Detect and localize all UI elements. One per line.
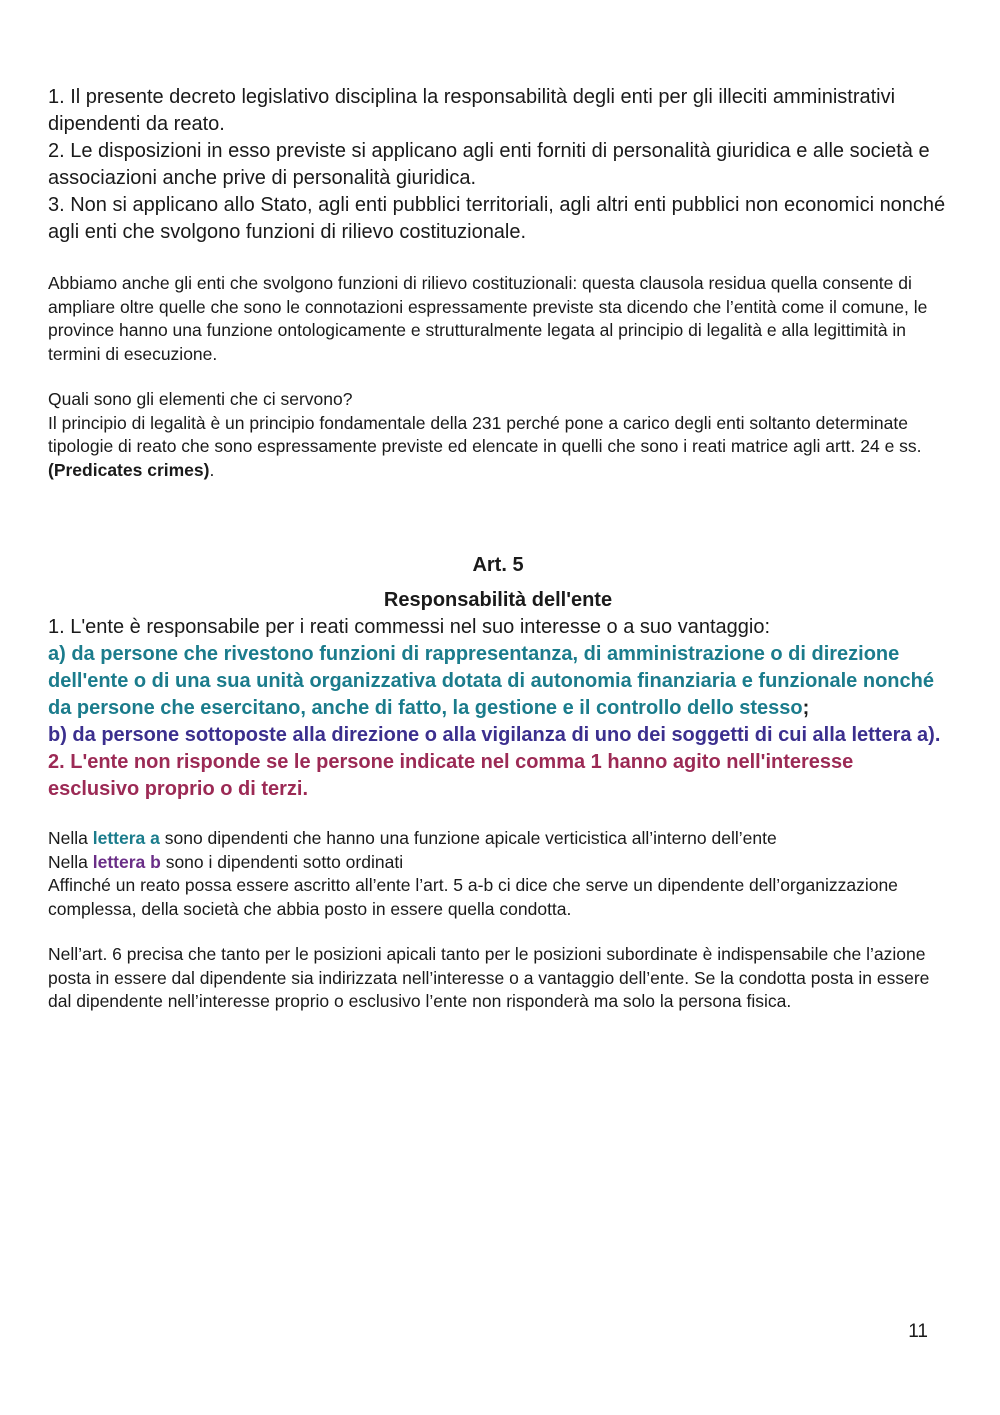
intro-article-text — [48, 84, 948, 246]
legality-principle-text: Il principio di legalità è un principio fondamentale della 231 perché pone a carico degli enti soltanto determinate tipologie di reato che sono espressamente previste ed elencate in quelli che sono i reati matrice agli artt. 24 e ss. — [48, 412, 922, 456]
commentary-paragraph: Abbiamo anche gli enti che svolgono funzioni di rilievo costituzionali: questa clausola residua quella consente di ampliare oltre quelle che sono le connotazioni espressamente previste sta dicendo che l’entità come il comune, le province hanno una funzione ontologicamente e strutturalmente legata al principio di legalità e alla legittimità in termini di esecuzione. — [48, 273, 928, 364]
article-letter-a — [48, 641, 948, 722]
note-art-6: Nell’art. 6 precisa che tanto per le posizioni apicali tanto per le posizioni subordinate è indispensabile che l’azione posta in essere dal dipendente sia indirizzata nell’interesse o a vantaggio dell’ente. Se la condotta posta in essere dal dipendente nell’interesse proprio o esclusivo l’ente non risponderà ma solo la persona fisica. — [48, 944, 930, 1011]
article-title: Responsabilità dell'ente — [383, 589, 613, 611]
note-letter-a — [48, 827, 948, 851]
document-page — [48, 84, 948, 1014]
predicates-crimes-term: (Predicates crimes) — [48, 459, 210, 480]
letter-a-text: a) da persone che rivestono funzioni di rappresentanza, di amministrazione o di direzione dell'ente o di una sua unità organizzativa dotata di autonomia finanziaria e funzionale nonché da persone che esercitano, anche di fatto, la gestione e il controllo dello stesso — [48, 643, 934, 719]
note-letter-b-post: sono i dipendenti sotto ordinati — [160, 851, 404, 872]
intro-item-1: 1. Il presente decreto legislativo disciplina la responsabilità degli enti per gli illeciti amministrativi dipendenti da reato. — [48, 86, 896, 135]
page-number: 11 — [908, 1321, 928, 1342]
note-letter-b-highlight: lettera b — [92, 851, 161, 872]
commentary-question: Quali sono gli elementi che ci servono? — [48, 389, 353, 409]
intro-item-3: 3. Non si applicano allo Stato, agli enti pubblici territoriali, agli altri enti pubblici non economici nonché agli enti che svolgono funzioni di rilievo costituzionale. — [48, 194, 946, 243]
article-number: Art. 5 — [472, 554, 524, 576]
note-letter-a-highlight: lettera a — [92, 828, 160, 848]
article-letter-b: b) da persone sottoposte alla direzione o alla vigilanza di uno dei soggetti di cui alla lettera a). — [48, 724, 941, 746]
note-letter-b-pre: Nella — [48, 851, 93, 872]
note-ascription: Affinché un reato possa essere ascritto all’ente l’art. 5 a-b ci dice che serve un dipendente dell’organizzazione complessa, della società che abbia posto in essere quella condotta. — [48, 875, 898, 919]
letter-a-end: ; — [802, 697, 810, 719]
legality-principle-end: . — [209, 459, 215, 480]
article-clause-2: 2. L'ente non risponde se le persone indicate nel comma 1 hanno agito nell'interesse esclusivo proprio o di terzi. — [48, 751, 854, 800]
legality-principle-paragraph — [48, 412, 948, 483]
note-letter-a-pre: Nella — [48, 828, 93, 848]
note-letter-a-post: sono dipendenti che hanno una funzione apicale verticistica all’interno dell’ente — [159, 828, 777, 848]
intro-item-2: 2. Le disposizioni in esso previste si applicano agli enti forniti di personalità giuridica e alle società e associazioni anche prive di personalità giuridica. — [48, 140, 930, 189]
article-clause-1: 1. L'ente è responsabile per i reati commessi nel suo interesse o a suo vantaggio: — [48, 616, 771, 638]
note-letter-b — [48, 851, 948, 875]
